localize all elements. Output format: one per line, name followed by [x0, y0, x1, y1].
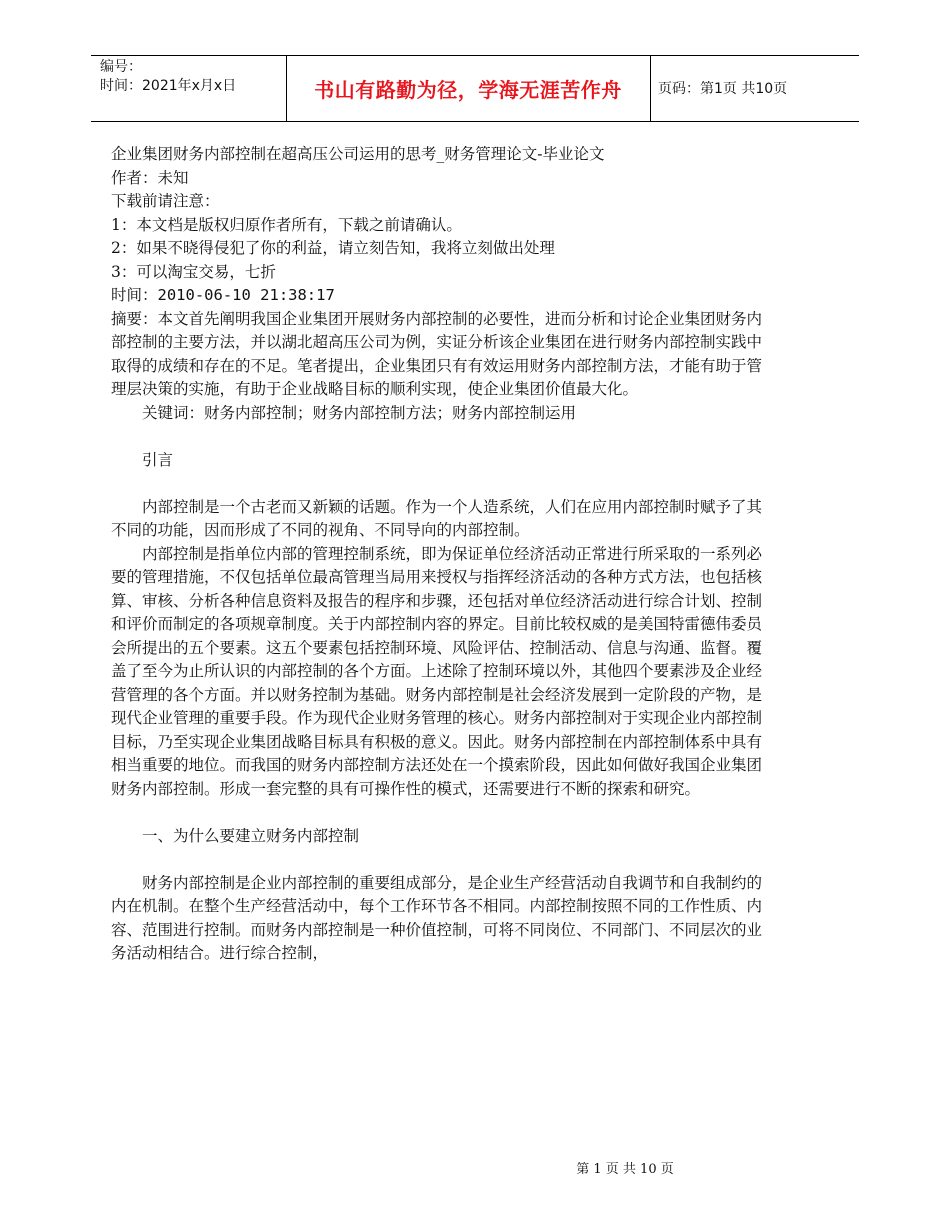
- doc-title: 企业集团财务内部控制在超高压公司运用的思考_财务管理论文-毕业论文: [111, 145, 605, 163]
- header-meta: [100, 58, 285, 96]
- paragraph: 财务内部控制是企业内部控制的重要组成部分，是企业生产经营活动自我调节和自我制约的内在机制。在整个生产经营活动中，每个工作环节各不相同。内部控制按照不同的工作性质、内容、范围进行控制。而财务内部控制是一种价值控制，可将不同岗位、不同部门、不同层次的业务活动相结合。进行综合控制，: [111, 873, 763, 962]
- abstract: 摘要：本文首先阐明我国企业集团开展财务内部控制的必要性，进而分析和讨论企业集团财务内部控制的主要方法，并以湖北超高压公司为例，实证分析该企业集团在进行财务内部控制实践中取得的成绩和存在的不足。笔者提出，企业集团只有有效运用财务内部控制方法，才能有助于管理层决策的实施，有助于企业战略目标的顺利实现，使企业集团价值最大化。: [111, 309, 763, 398]
- header-divider-right: [650, 55, 651, 121]
- paragraph: 内部控制是一个古老而又新颖的话题。作为一个人造系统，人们在应用内部控制时赋予了其不同的功能，因而形成了不同的视角、不同导向的内部控制。: [111, 497, 763, 539]
- intro-heading: 引言: [142, 450, 174, 469]
- doc-time: 时间：2010-06-10 21:38:17: [111, 286, 335, 304]
- section-heading: 一、为什么要建立财务内部控制: [142, 826, 360, 845]
- header-motto: 书山有路勤为径，学海无涯苦作舟: [314, 77, 622, 102]
- notice-heading: 下载前请注意：: [111, 192, 220, 210]
- header-bottom-rule: [91, 121, 859, 122]
- paragraph: 内部控制是指单位内部的管理控制系统，即为保证单位经济活动正常进行所采取的一系列必要的管理措施，不仅包括单位最高管理当局用来授权与指挥经济活动的各种方式方法，也包括核算、审核、分析各种信息资料及报告的程序和步骤，还包括对单位经济活动进行综合计划、控制和评价而制定的各项规章制度。关于内部控制内容的界定。目前比较权威的是美国特雷德伟委员会所提出的五个要素。这五个要素包括控制环境、风险评估、控制活动、信息与沟通、监督。覆盖了至今为止所认识的内部控制的各个方面。上述除了控制环境以外，其他四个要素涉及企业经营管理的各个方面。并以财务控制为基础。财务内部控制是社会经济发展到一定阶段的产物，是现代企业管理的重要手段。作为现代企业财务管理的核心。财务内部控制对于实现企业内部控制目标，乃至实现企业集团战略目标具有积极的意义。因此。财务内部控制在内部控制体系中具有相当重要的地位。而我国的财务内部控制方法还处在一个摸索阶段，因此如何做好我国企业集团财务内部控制。形成一套完整的具有可操作性的模式，还需要进行不断的探索和研究。: [111, 544, 763, 798]
- spacer: [111, 472, 766, 496]
- notice-item-3: 3：可以淘宝交易，七折: [111, 262, 276, 281]
- serial-label: 编号：: [100, 59, 142, 75]
- doc-author: 作者：未知: [111, 168, 189, 187]
- notice-item-1: 1：本文档是版权归原作者所有，下载之前请确认。: [111, 215, 462, 234]
- document-body: [111, 143, 766, 966]
- notice-item-2: 2：如果不晓得侵犯了你的利益，请立刻告知，我将立刻做出处理: [111, 239, 555, 257]
- spacer: [111, 848, 766, 872]
- spacer: [111, 425, 766, 449]
- header-time: 时间：2021年x月x日: [100, 78, 237, 94]
- spacer: [111, 801, 766, 825]
- header-page-number: 页码：第1页 共10页: [658, 81, 788, 97]
- keywords: 关键词：财务内部控制；财务内部控制方法；财务内部控制运用: [142, 403, 577, 422]
- page-footer: 第 1 页 共 10 页: [576, 1162, 674, 1177]
